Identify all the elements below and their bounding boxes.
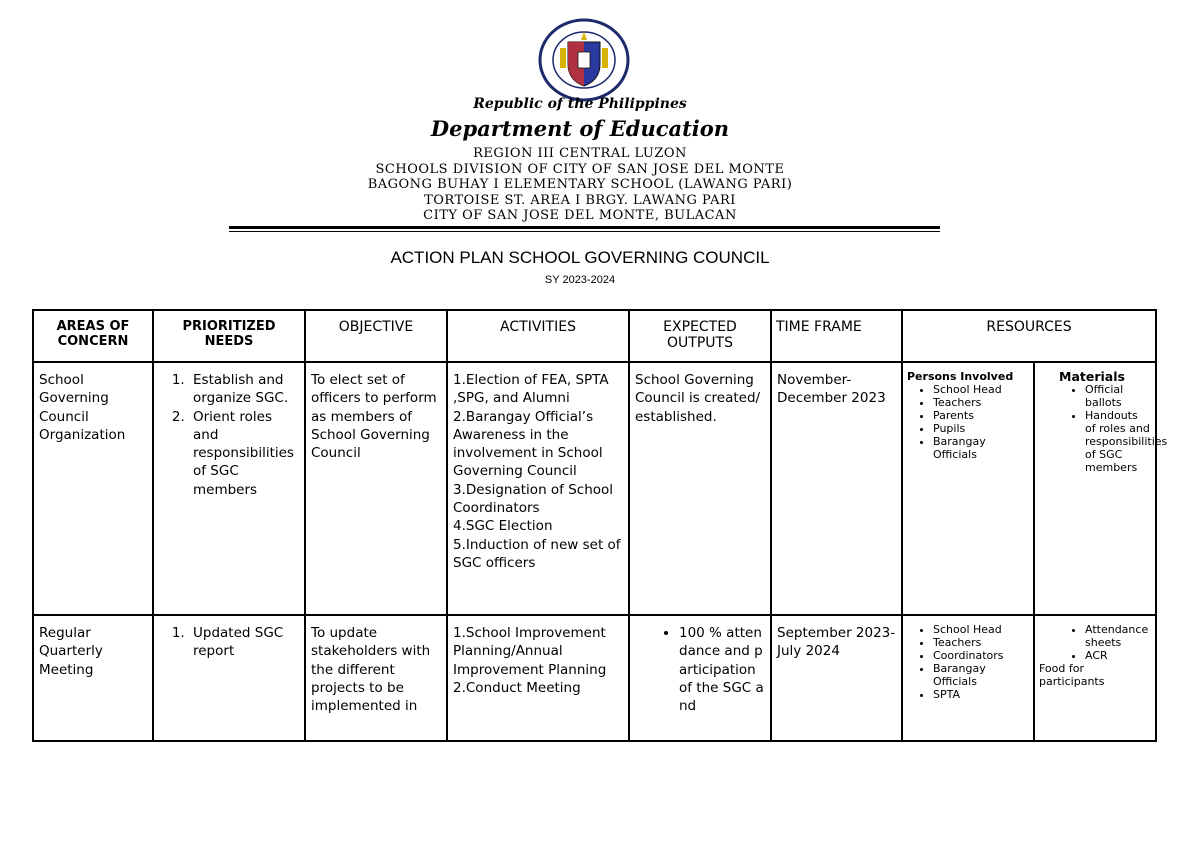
materials-cell [1034,615,1156,741]
header-divider-thin [229,231,940,232]
header-timeframe: TIME FRAME [771,310,902,362]
activities-cell [447,362,629,615]
person-item: • Pupils [933,422,1029,435]
header-areas: AREAS OF CONCERN [33,310,153,362]
school-year: SY 2023-2024 [544,274,616,286]
need-item: 1. Updated SGC report [189,624,299,661]
person-item: • School Head [933,383,1029,396]
address-line: SCHOOLS DIVISION OF CITY OF SAN JOSE DEL MONTE [375,161,785,177]
person-item: • Parents [933,409,1029,422]
area-cell: School Governing Council Organization [33,362,153,615]
material-item: • Official ballots [1085,383,1151,409]
activity-item: 1.School Improvement Planning/Annual Improvement Planning [453,625,607,678]
header-outputs: EXPECTED OUTPUTS [629,310,771,362]
materials-label: Materials [1059,369,1125,384]
outputs-cell: School Governing Council is created/established. [629,362,771,615]
objective-cell: To elect set of officers to perform as members of School Governing Council [305,362,447,615]
address-line: TORTOISE ST. AREA I BRGY. LAWANG PARI [424,192,736,208]
activity-item: 5.Induction of new set of SGC officers [453,536,621,571]
materials-cell [1034,362,1168,615]
activity-item: 1.Election of FEA, SPTA ,SPG, and Alumni [453,372,609,407]
department-heading: Department of Education [430,116,730,141]
area-cell: Regular Quarterly Meeting [33,615,153,741]
persons-cell [902,362,1034,615]
person-item: • SPTA [933,688,1029,701]
activity-item: 4.SGC Election [453,518,553,535]
activities-cell [447,615,629,741]
school-address [0,146,1160,224]
timeframe-cell: November-December 2023 [771,362,902,615]
material-item: • Attendance sheets [1085,623,1151,649]
person-item: • Barangay Officials [933,662,1029,688]
needs-cell [153,615,305,741]
person-item: • Teachers [933,636,1029,649]
header-activities: ACTIVITIES [447,310,629,362]
outputs-cell [629,615,771,741]
republic-heading: Republic of the Philippines [473,96,687,112]
need-item: 2. Orient roles and responsibilities of SGC members [189,408,299,499]
address-line: BAGONG BUHAY I ELEMENTARY SCHOOL (LAWANG PARI) [367,177,793,192]
person-item: • School Head [933,623,1029,636]
header-objective: OBJECTIVE [305,310,447,362]
header-divider [229,226,940,229]
objective-cell: To update stakeholders with the different projects to be implemented in [305,615,447,741]
address-line: REGION III CENTRAL LUZON [473,146,687,161]
persons-cell [902,615,1034,741]
timeframe-cell: September 2023-July 2024 [771,615,902,741]
output-item: • 100 % attendance and participation of the SGC and [679,624,765,715]
table-row [33,615,1156,741]
person-item: • Coordinators [933,649,1029,662]
table-header-row [33,310,1156,362]
need-item: 1. Establish and organize SGC. [189,371,299,408]
person-item: • Teachers [933,396,1029,409]
header-resources: RESOURCES [902,310,1156,362]
document-title: ACTION PLAN SCHOOL GOVERNING COUNCIL [390,248,770,267]
address-line: CITY OF SAN JOSE DEL MONTE, BULACAN [423,208,737,223]
material-item: • Handouts of roles and responsibilities of SGC members [1085,409,1151,474]
deped-seal [538,18,630,102]
table-row [33,362,1156,615]
person-item: • Barangay Officials [933,435,1029,461]
activity-item: 2.Conduct Meeting [453,679,581,696]
action-plan-table [32,309,1168,742]
activity-item: 2.Barangay Official’s Awareness in the involvement in School Governing Council [453,408,603,480]
header-needs: PRIORITIZED NEEDS [153,310,305,362]
material-extra: Food for participants [1039,662,1105,688]
material-item: • ACR [1085,649,1151,662]
needs-cell [153,362,305,615]
persons-label: Persons Involved [907,370,1014,383]
activity-item: 3.Designation of School Coordinators [453,481,614,517]
